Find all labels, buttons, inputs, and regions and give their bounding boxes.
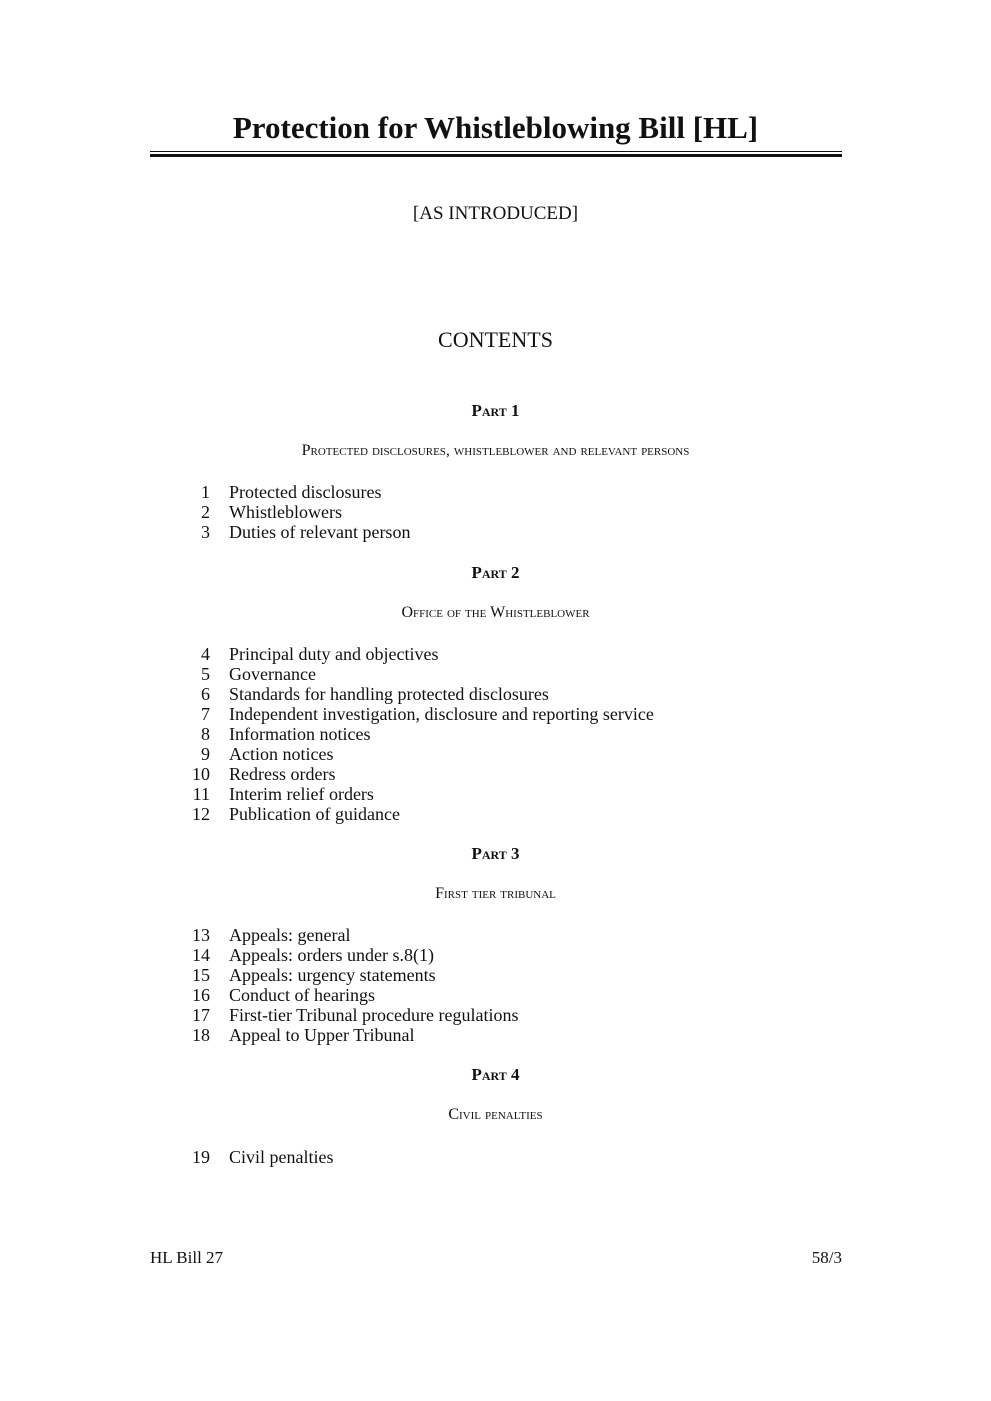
list-item: [170, 724, 870, 744]
list-item: [170, 985, 870, 1005]
section-title: Standards for handling protected disclosures: [229, 684, 549, 704]
bill-number: HL Bill 27: [150, 1248, 224, 1267]
title-rule-thin: [150, 151, 842, 152]
bill-code: 58/3: [811, 1248, 842, 1267]
section-number: 15: [192, 965, 210, 985]
section-number: 19: [192, 1147, 210, 1167]
list-item: [170, 925, 870, 945]
list-item: [170, 704, 870, 724]
section-title: Governance: [229, 664, 316, 684]
list-item: [170, 502, 870, 522]
section-title: Protected disclosures: [229, 482, 382, 502]
list-item: [170, 1005, 870, 1025]
section-title: First-tier Tribunal procedure regulations: [229, 1005, 519, 1025]
section-number: 4: [201, 644, 210, 664]
title-rule-thick: [150, 154, 842, 157]
section-number: 2: [201, 502, 210, 522]
section-number: 12: [192, 804, 210, 824]
part-subtitle: Office of the Whistleblower: [401, 604, 590, 621]
list-item: [170, 664, 870, 684]
section-title: Action notices: [229, 744, 334, 764]
list-item: [170, 1025, 870, 1045]
list-item: [170, 945, 870, 965]
bill-title: Protection for Whistleblowing Bill [HL]: [232, 110, 759, 145]
section-title: Appeals: general: [229, 925, 351, 945]
list-item: [170, 644, 870, 664]
list-item: [170, 804, 870, 824]
section-list: [170, 482, 870, 542]
section-list: [170, 925, 870, 1045]
section-number: 13: [192, 925, 210, 945]
part-subtitle: Civil penalties: [448, 1106, 543, 1123]
part-heading: Part 2: [471, 563, 520, 582]
section-title: Publication of guidance: [229, 804, 400, 824]
section-number: 1: [201, 482, 210, 502]
section-number: 8: [201, 724, 210, 744]
part-subtitle: Protected disclosures, whistleblower and relevant persons: [301, 442, 690, 459]
list-item: [170, 684, 870, 704]
section-title: Independent investigation, disclosure and reporting service: [229, 704, 654, 724]
section-number: 3: [201, 522, 210, 542]
section-title: Civil penalties: [229, 1147, 334, 1167]
section-title: Duties of relevant person: [229, 522, 411, 542]
section-list: [170, 1147, 870, 1167]
part-heading: Part 3: [471, 844, 520, 863]
list-item: [170, 744, 870, 764]
section-title: Conduct of hearings: [229, 985, 375, 1005]
list-item: [170, 784, 870, 804]
list-item: [170, 1147, 870, 1167]
section-title: Appeals: urgency statements: [229, 965, 436, 985]
section-number: 16: [192, 985, 210, 1005]
section-list: [170, 644, 870, 824]
section-title: Whistleblowers: [229, 502, 342, 522]
list-item: [170, 764, 870, 784]
section-title: Principal duty and objectives: [229, 644, 439, 664]
section-number: 18: [192, 1025, 210, 1045]
contents-heading: CONTENTS: [438, 327, 553, 352]
section-title: Appeals: orders under s.8(1): [229, 945, 434, 965]
section-number: 10: [192, 764, 210, 784]
list-item: [170, 482, 870, 502]
list-item: [170, 522, 870, 542]
section-title: Information notices: [229, 724, 371, 744]
part-heading: Part 1: [471, 401, 520, 420]
section-title: Interim relief orders: [229, 784, 374, 804]
part-subtitle: First tier tribunal: [435, 885, 556, 902]
section-number: 14: [192, 945, 210, 965]
section-number: 9: [201, 744, 210, 764]
section-number: 6: [201, 684, 210, 704]
section-number: 5: [201, 664, 210, 684]
part-heading: Part 4: [471, 1065, 520, 1084]
section-title: Appeal to Upper Tribunal: [229, 1025, 415, 1045]
section-number: 17: [192, 1005, 210, 1025]
section-number: 7: [201, 704, 210, 724]
section-number: 11: [192, 784, 210, 804]
section-title: Redress orders: [229, 764, 336, 784]
bill-status: [AS INTRODUCED]: [412, 203, 579, 224]
list-item: [170, 965, 870, 985]
